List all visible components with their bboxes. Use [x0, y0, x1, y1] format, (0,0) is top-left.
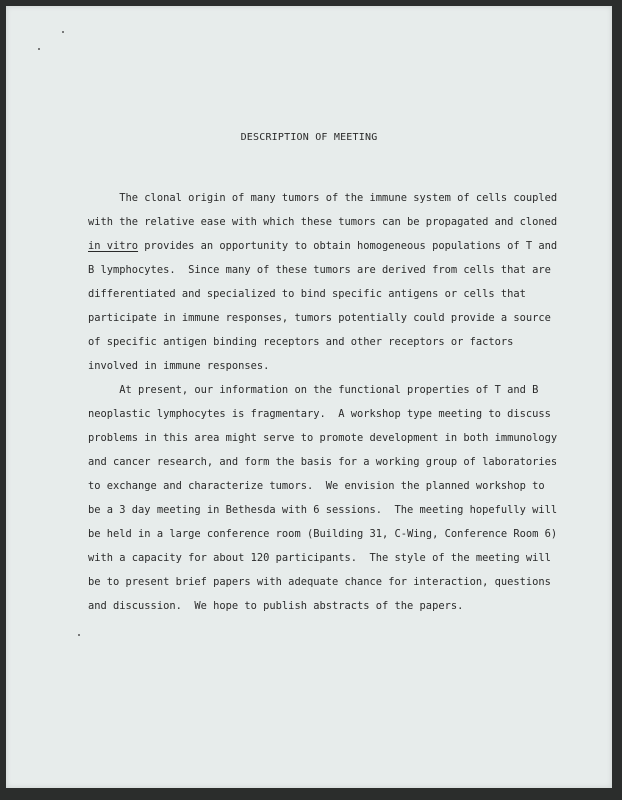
paper-speck: [78, 634, 80, 636]
text-line: be held in a large conference room (Building 31, C-Wing, Conference Room 6): [88, 528, 558, 540]
text-line: and cancer research, and form the basis for a working group of laboratories: [88, 456, 558, 468]
text-line: At present, our information on the functional properties of T and B: [88, 384, 539, 396]
text-line: with a capacity for about 120 participants. The style of the meeting will: [88, 552, 551, 564]
text-line: The clonal origin of many tumors of the immune system of cells coupled: [88, 192, 558, 204]
page-title: DESCRIPTION OF MEETING: [240, 132, 378, 143]
text-line: and discussion. We hope to publish abstracts of the papers.: [88, 600, 464, 612]
text-line: of specific antigen binding receptors and other receptors or factors: [88, 336, 514, 348]
text-line: be to present brief papers with adequate chance for interaction, questions: [88, 576, 551, 588]
paper-speck: [62, 31, 64, 33]
text-line: B lymphocytes. Since many of these tumors are derived from cells that are: [88, 264, 551, 276]
text-line-rest: provides an opportunity to obtain homogeneous populations of T and: [138, 240, 558, 252]
underlined-term: in vitro: [88, 240, 139, 252]
text-line: neoplastic lymphocytes is fragmentary. A workshop type meeting to discuss: [88, 408, 551, 420]
paragraph: [88, 378, 558, 618]
text-line: [88, 234, 558, 258]
text-line: involved in immune responses.: [88, 360, 270, 372]
text-line: differentiated and specialized to bind specific antigens or cells that: [88, 288, 526, 300]
document-page: [6, 6, 612, 788]
text-line: problems in this area might serve to promote development in both immunology: [88, 432, 558, 444]
document-body: [88, 186, 558, 618]
paper-speck: [38, 48, 40, 50]
paragraph: [88, 186, 558, 378]
text-line: be a 3 day meeting in Bethesda with 6 sessions. The meeting hopefully will: [88, 504, 558, 516]
text-line: to exchange and characterize tumors. We envision the planned workshop to: [88, 480, 545, 492]
text-line: with the relative ease with which these tumors can be propagated and cloned: [88, 216, 558, 228]
text-line: participate in immune responses, tumors potentially could provide a source: [88, 312, 551, 324]
